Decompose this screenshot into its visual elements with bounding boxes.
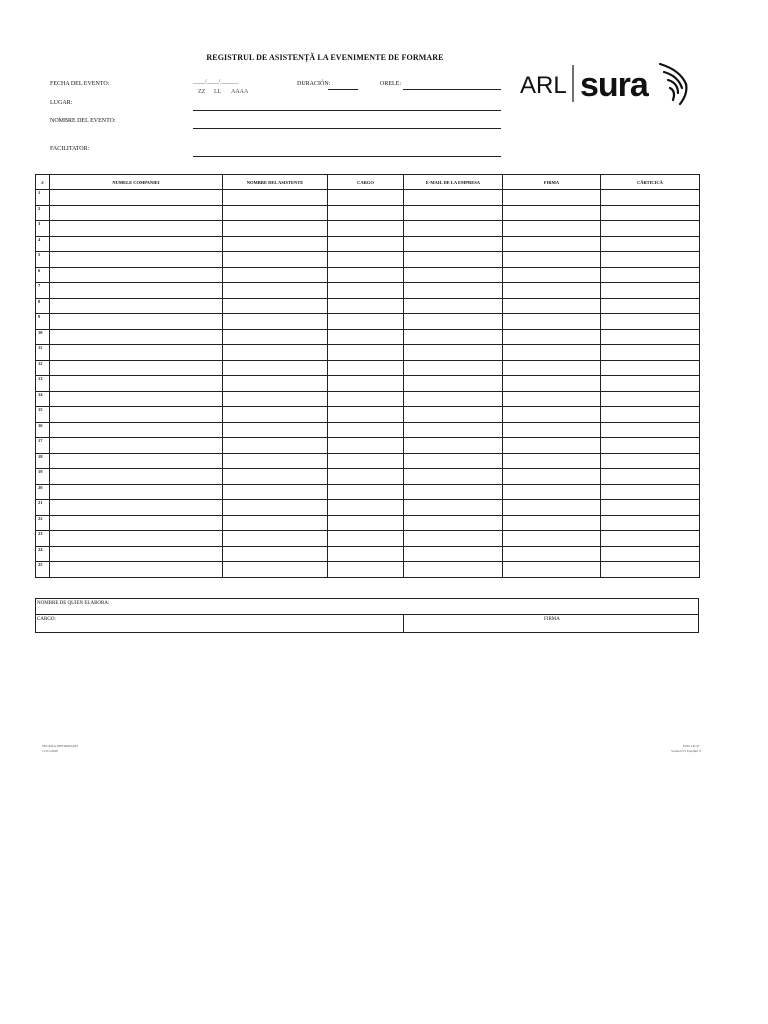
row-cell[interactable] [503, 236, 601, 252]
col-header-carticica: CÂRTICICĂ [601, 175, 700, 190]
table-row [36, 376, 700, 392]
row-cell[interactable] [601, 562, 700, 578]
row-number: 7 [36, 283, 50, 299]
row-cell[interactable] [50, 267, 223, 283]
row-cell[interactable] [328, 562, 404, 578]
row-cell[interactable] [328, 314, 404, 330]
row-cell[interactable] [223, 283, 328, 299]
nombre-evento-field[interactable] [193, 128, 501, 129]
table-row [36, 360, 700, 376]
table-row [36, 407, 700, 423]
row-cell[interactable] [328, 221, 404, 237]
table-row [36, 267, 700, 283]
col-header-number: # [36, 175, 50, 190]
row-cell[interactable] [223, 314, 328, 330]
row-cell[interactable] [50, 205, 223, 221]
row-cell[interactable] [404, 438, 503, 454]
row-cell[interactable] [503, 407, 601, 423]
row-cell[interactable] [404, 391, 503, 407]
row-number: 4 [36, 236, 50, 252]
row-cell[interactable] [223, 221, 328, 237]
logo-sura-text: sura [580, 66, 648, 104]
row-cell[interactable] [503, 329, 601, 345]
row-cell[interactable] [223, 438, 328, 454]
row-cell[interactable] [503, 252, 601, 268]
row-cell[interactable] [601, 546, 700, 562]
row-cell[interactable] [328, 438, 404, 454]
elabora-label: NOMBRE DE QUIEN ELABORA: [37, 601, 110, 606]
cargo-firma-divider [403, 615, 404, 632]
row-cell[interactable] [404, 546, 503, 562]
table-row [36, 515, 700, 531]
row-cell[interactable] [503, 531, 601, 547]
table-row [36, 329, 700, 345]
row-cell[interactable] [404, 376, 503, 392]
row-cell[interactable] [328, 267, 404, 283]
row-cell[interactable] [223, 190, 328, 206]
row-cell[interactable] [601, 438, 700, 454]
cargo-firma-box [35, 614, 699, 633]
row-cell[interactable] [50, 298, 223, 314]
row-cell[interactable] [223, 484, 328, 500]
duracion-label: DURACIÓN: [297, 81, 331, 87]
row-cell[interactable] [601, 531, 700, 547]
row-number: 23 [36, 531, 50, 547]
row-cell[interactable] [50, 469, 223, 485]
attendance-table-body [36, 190, 700, 578]
row-cell[interactable] [223, 360, 328, 376]
row-cell[interactable] [50, 438, 223, 454]
facilitator-field[interactable] [193, 156, 501, 157]
row-cell[interactable] [601, 407, 700, 423]
table-row [36, 422, 700, 438]
row-cell[interactable] [503, 298, 601, 314]
table-row [36, 562, 700, 578]
row-cell[interactable] [50, 407, 223, 423]
row-number: 2 [36, 205, 50, 221]
row-cell[interactable] [601, 500, 700, 516]
row-cell[interactable] [223, 422, 328, 438]
page-title: REGISTRUL DE ASISTENȚĂ LA EVENIMENTE DE FORMARE [206, 53, 444, 62]
row-cell[interactable] [50, 252, 223, 268]
row-number: 9 [36, 314, 50, 330]
row-number: 13 [36, 376, 50, 392]
row-cell[interactable] [601, 314, 700, 330]
meta-right-line1: FOO 1R-47 [683, 744, 700, 748]
date-format-day: ZZ [198, 89, 206, 95]
row-number: 12 [36, 360, 50, 376]
row-cell[interactable] [503, 267, 601, 283]
col-header-attendee: NOMBRE DEL ASISTENTE [223, 175, 328, 190]
row-cell[interactable] [404, 360, 503, 376]
row-cell[interactable] [503, 422, 601, 438]
table-row [36, 469, 700, 485]
row-cell[interactable] [503, 515, 601, 531]
table-row [36, 236, 700, 252]
row-cell[interactable] [503, 453, 601, 469]
row-cell[interactable] [50, 546, 223, 562]
meta-left-line1: SEGURA INFORMADO [42, 744, 78, 748]
row-cell[interactable] [601, 391, 700, 407]
row-number: 22 [36, 515, 50, 531]
cargo-label: CARGO: [37, 617, 56, 622]
row-cell[interactable] [503, 438, 601, 454]
row-cell[interactable] [223, 391, 328, 407]
row-cell[interactable] [404, 283, 503, 299]
row-cell[interactable] [223, 252, 328, 268]
row-cell[interactable] [50, 283, 223, 299]
row-cell[interactable] [50, 500, 223, 516]
facilitator-label: FACILITATOR: [50, 146, 90, 152]
row-cell[interactable] [503, 484, 601, 500]
row-cell[interactable] [50, 422, 223, 438]
table-row [36, 345, 700, 361]
date-format-year: AAAA [231, 89, 249, 95]
row-cell[interactable] [328, 546, 404, 562]
col-header-firma: FIRMA [503, 175, 601, 190]
row-cell[interactable] [503, 500, 601, 516]
nombre-evento-label: NOMBRE DEL EVENTO: [50, 118, 116, 124]
row-cell[interactable] [601, 329, 700, 345]
row-cell[interactable] [328, 376, 404, 392]
row-cell[interactable] [601, 422, 700, 438]
row-cell[interactable] [503, 376, 601, 392]
table-row [36, 546, 700, 562]
row-number: 17 [36, 438, 50, 454]
row-cell[interactable] [404, 453, 503, 469]
row-cell[interactable] [223, 376, 328, 392]
row-cell[interactable] [50, 562, 223, 578]
row-cell[interactable] [223, 345, 328, 361]
row-cell[interactable] [404, 205, 503, 221]
row-cell[interactable] [503, 205, 601, 221]
row-number: 24 [36, 546, 50, 562]
row-cell[interactable] [503, 221, 601, 237]
table-row [36, 221, 700, 237]
row-cell[interactable] [223, 453, 328, 469]
row-cell[interactable] [223, 500, 328, 516]
orele-label: ORELE: [380, 81, 401, 87]
row-cell[interactable] [503, 391, 601, 407]
row-cell[interactable] [223, 515, 328, 531]
row-cell[interactable] [601, 360, 700, 376]
table-row [36, 391, 700, 407]
col-header-cargo: CARGO [328, 175, 404, 190]
row-number: 5 [36, 252, 50, 268]
arl-sura-logo [520, 60, 700, 108]
row-number: 19 [36, 469, 50, 485]
row-cell[interactable] [601, 283, 700, 299]
row-cell[interactable] [328, 360, 404, 376]
row-cell[interactable] [503, 546, 601, 562]
row-number: 3 [36, 221, 50, 237]
row-cell[interactable] [404, 531, 503, 547]
logo-arl-text: ARL [520, 72, 567, 99]
row-number: 6 [36, 267, 50, 283]
row-cell[interactable] [404, 221, 503, 237]
row-cell[interactable] [50, 190, 223, 206]
orele-field[interactable] [403, 89, 501, 90]
row-cell[interactable] [50, 531, 223, 547]
row-cell[interactable] [404, 422, 503, 438]
row-cell[interactable] [328, 345, 404, 361]
row-cell[interactable] [404, 314, 503, 330]
table-row [36, 190, 700, 206]
row-cell[interactable] [328, 236, 404, 252]
row-cell[interactable] [328, 391, 404, 407]
row-cell[interactable] [328, 469, 404, 485]
row-cell[interactable] [601, 484, 700, 500]
firma-label: FIRMA [544, 617, 560, 622]
row-cell[interactable] [404, 298, 503, 314]
elabora-box[interactable] [35, 598, 699, 615]
row-cell[interactable] [404, 345, 503, 361]
fecha-label: FECHA DEL EVENTO: [50, 81, 110, 87]
row-number: 10 [36, 329, 50, 345]
row-cell[interactable] [404, 329, 503, 345]
row-cell[interactable] [223, 407, 328, 423]
row-cell[interactable] [223, 267, 328, 283]
row-cell[interactable] [503, 562, 601, 578]
row-cell[interactable] [328, 422, 404, 438]
row-cell[interactable] [404, 484, 503, 500]
row-cell[interactable] [601, 267, 700, 283]
table-row [36, 500, 700, 516]
row-cell[interactable] [601, 205, 700, 221]
row-cell[interactable] [50, 236, 223, 252]
row-number: 16 [36, 422, 50, 438]
row-cell[interactable] [50, 453, 223, 469]
row-cell[interactable] [601, 221, 700, 237]
date-format-month: LL [214, 89, 222, 95]
row-cell[interactable] [404, 252, 503, 268]
attendance-table [35, 174, 700, 578]
lugar-field[interactable] [193, 110, 501, 111]
row-cell[interactable] [503, 345, 601, 361]
row-cell[interactable] [50, 329, 223, 345]
row-cell[interactable] [328, 298, 404, 314]
col-header-email: E-MAIL DE LA EMPRESA [404, 175, 503, 190]
row-number: 14 [36, 391, 50, 407]
lugar-label: LUGAR: [50, 100, 73, 106]
row-cell[interactable] [50, 345, 223, 361]
row-cell[interactable] [328, 407, 404, 423]
row-cell[interactable] [503, 469, 601, 485]
row-cell[interactable] [404, 407, 503, 423]
row-number: 20 [36, 484, 50, 500]
row-cell[interactable] [503, 190, 601, 206]
row-cell[interactable] [503, 283, 601, 299]
row-cell[interactable] [328, 500, 404, 516]
table-header-row [36, 175, 700, 190]
row-cell[interactable] [328, 515, 404, 531]
row-cell[interactable] [328, 484, 404, 500]
row-cell[interactable] [601, 190, 700, 206]
table-row [36, 484, 700, 500]
row-cell[interactable] [503, 314, 601, 330]
row-cell[interactable] [50, 376, 223, 392]
row-cell[interactable] [404, 236, 503, 252]
table-row [36, 453, 700, 469]
row-cell[interactable] [601, 376, 700, 392]
row-cell[interactable] [328, 453, 404, 469]
row-cell[interactable] [50, 391, 223, 407]
row-cell[interactable] [50, 484, 223, 500]
row-cell[interactable] [223, 546, 328, 562]
row-cell[interactable] [223, 531, 328, 547]
table-row [36, 298, 700, 314]
row-cell[interactable] [328, 252, 404, 268]
table-row [36, 438, 700, 454]
row-cell[interactable] [601, 453, 700, 469]
row-cell[interactable] [328, 190, 404, 206]
meta-left-line2: 11/01/2020 [42, 749, 58, 753]
row-cell[interactable] [601, 515, 700, 531]
row-cell[interactable] [404, 515, 503, 531]
row-cell[interactable] [601, 236, 700, 252]
row-cell[interactable] [223, 329, 328, 345]
row-cell[interactable] [50, 360, 223, 376]
row-cell[interactable] [328, 283, 404, 299]
table-row [36, 283, 700, 299]
meta-right-line2: Versión 01 Español S [671, 749, 702, 753]
row-cell[interactable] [223, 205, 328, 221]
row-cell[interactable] [223, 562, 328, 578]
logo-wings-icon [660, 64, 686, 104]
row-cell[interactable] [601, 298, 700, 314]
date-slots: ____/____/______ [193, 79, 239, 85]
row-cell[interactable] [223, 469, 328, 485]
row-cell[interactable] [601, 345, 700, 361]
row-number: 8 [36, 298, 50, 314]
row-cell[interactable] [328, 329, 404, 345]
row-number: 25 [36, 562, 50, 578]
row-cell[interactable] [601, 469, 700, 485]
row-cell[interactable] [50, 221, 223, 237]
row-number: 21 [36, 500, 50, 516]
table-row [36, 205, 700, 221]
row-cell[interactable] [404, 469, 503, 485]
row-cell[interactable] [328, 205, 404, 221]
row-cell[interactable] [404, 267, 503, 283]
row-number: 15 [36, 407, 50, 423]
duracion-field[interactable] [328, 89, 358, 90]
row-number: 1 [36, 190, 50, 206]
table-row [36, 531, 700, 547]
row-cell[interactable] [50, 515, 223, 531]
row-cell[interactable] [404, 500, 503, 516]
table-row [36, 252, 700, 268]
row-cell[interactable] [503, 360, 601, 376]
row-cell[interactable] [328, 531, 404, 547]
row-cell[interactable] [404, 562, 503, 578]
row-number: 18 [36, 453, 50, 469]
row-cell[interactable] [223, 236, 328, 252]
col-header-company: NUMELE COMPANIEI [50, 175, 223, 190]
table-row [36, 314, 700, 330]
row-number: 11 [36, 345, 50, 361]
row-cell[interactable] [223, 298, 328, 314]
row-cell[interactable] [404, 190, 503, 206]
row-cell[interactable] [601, 252, 700, 268]
row-cell[interactable] [50, 314, 223, 330]
